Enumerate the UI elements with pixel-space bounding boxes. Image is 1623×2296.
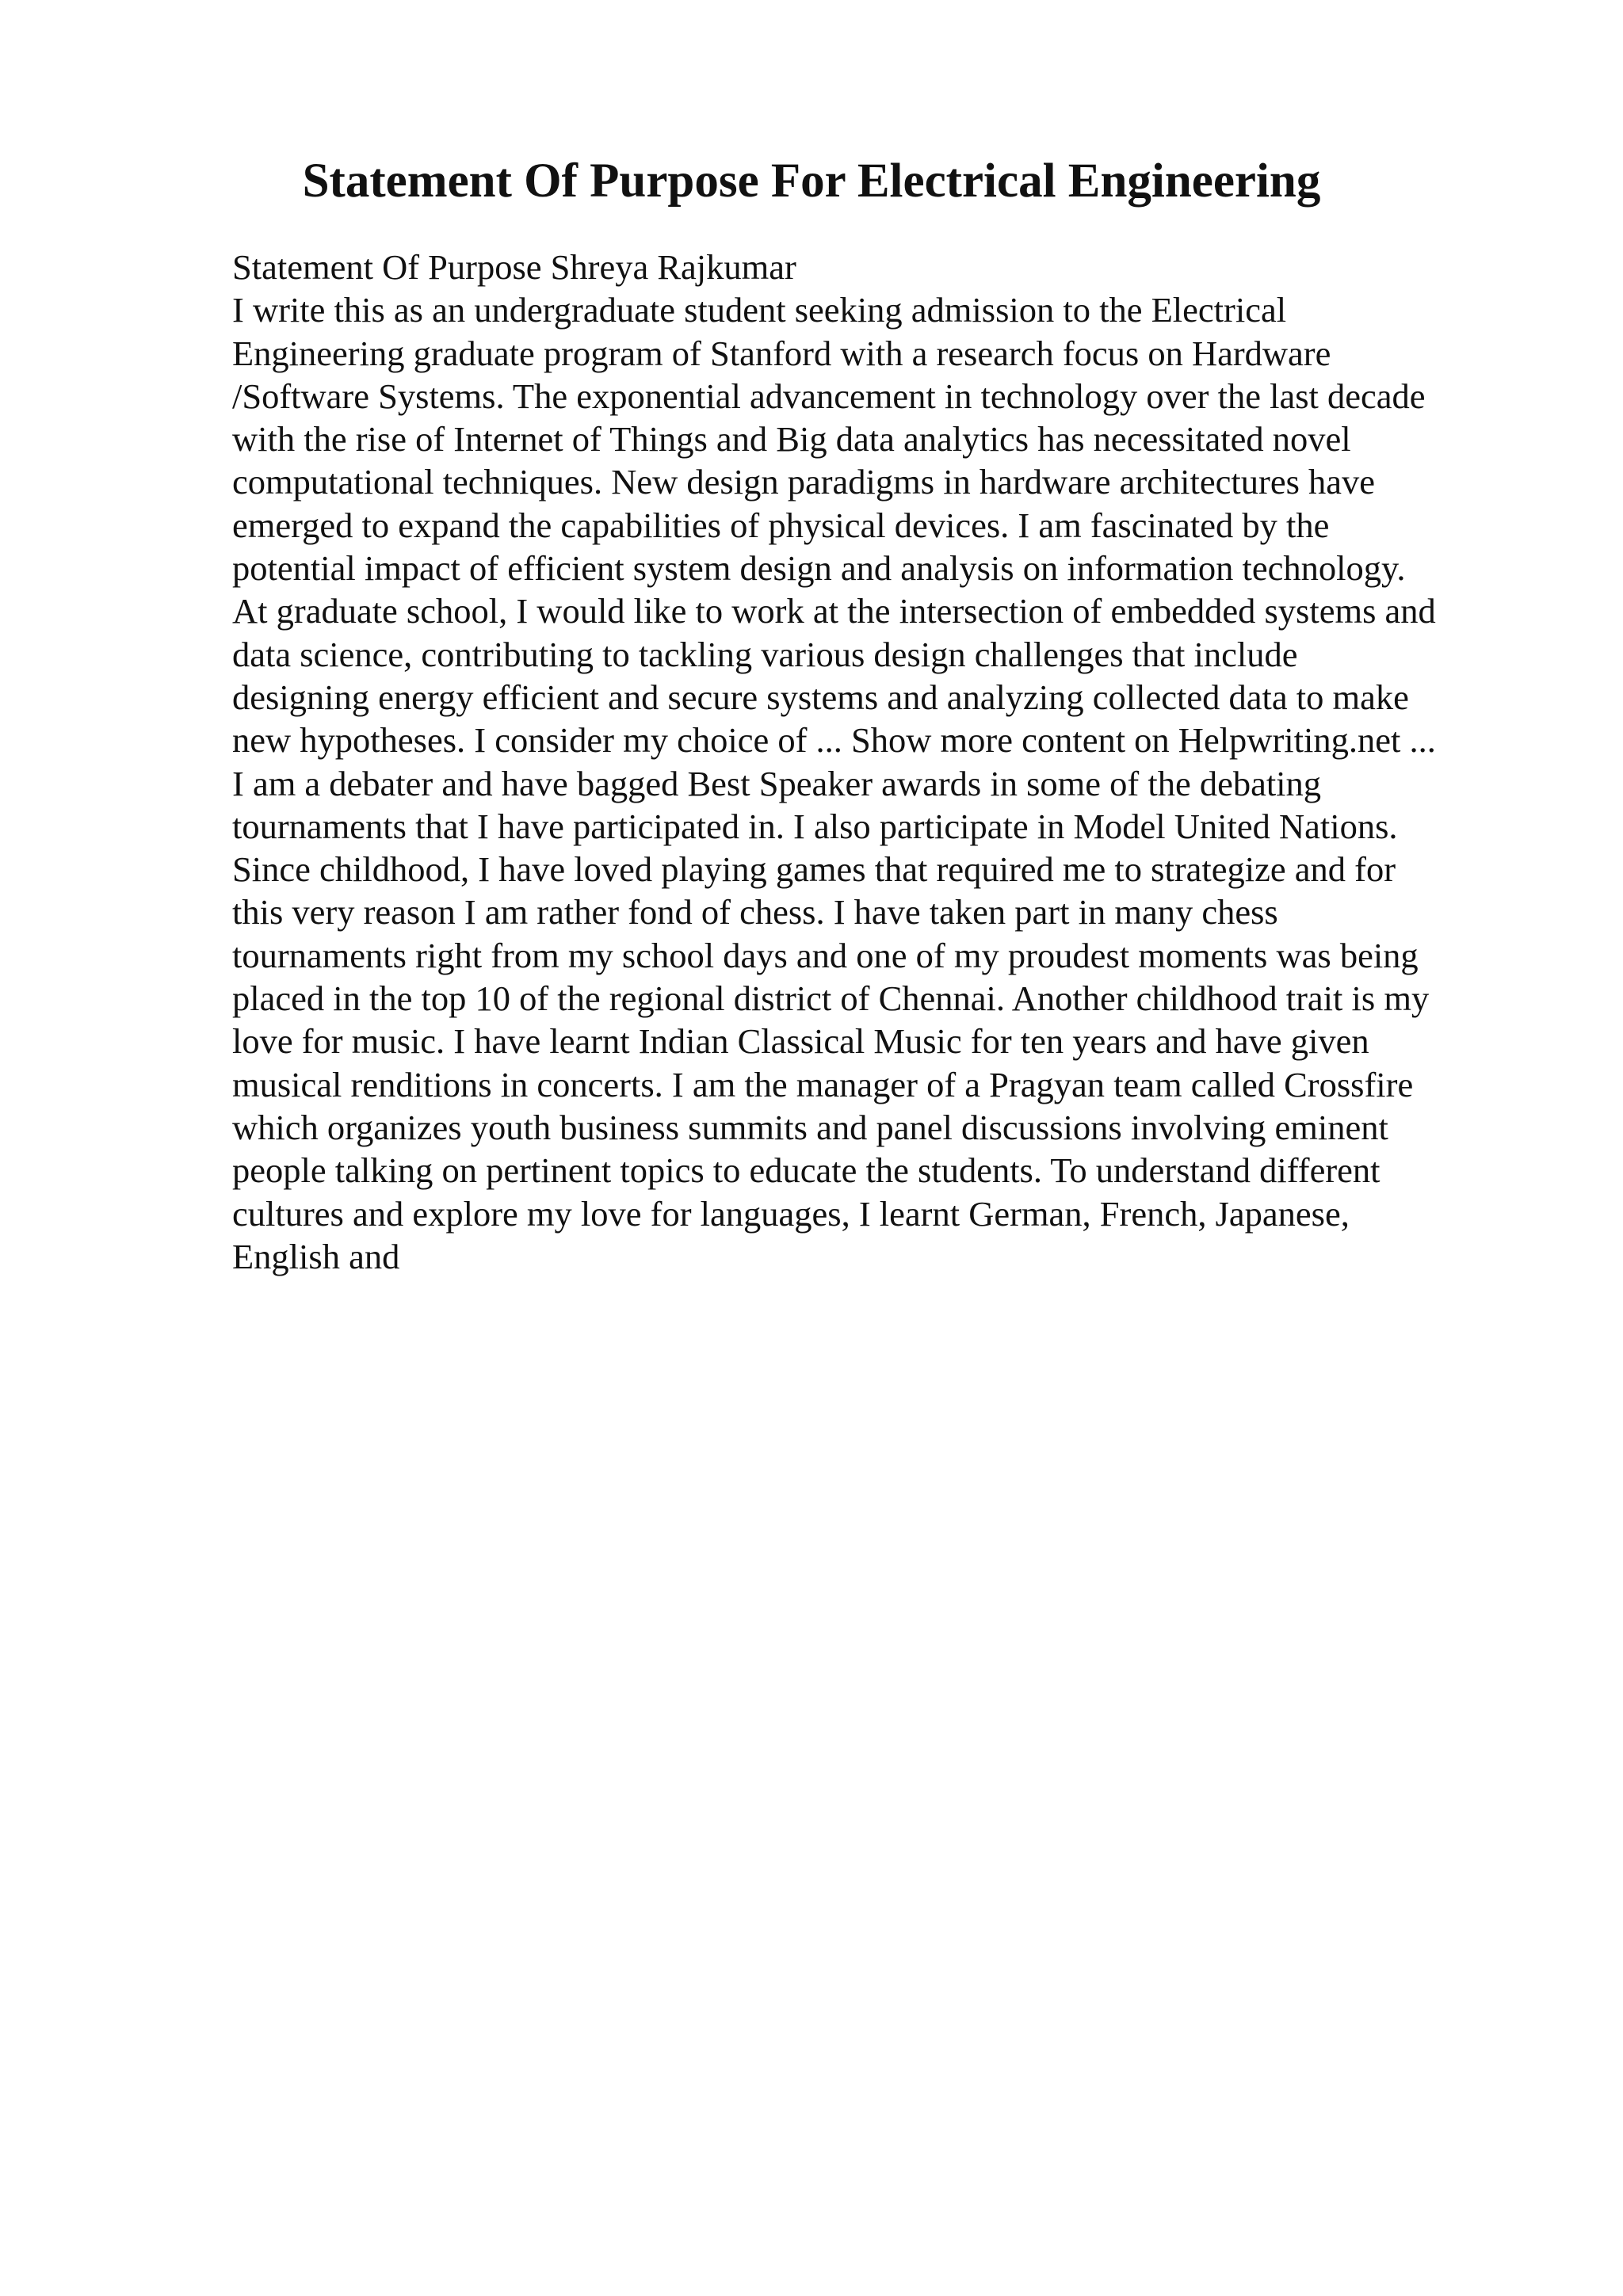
body-line: potential impact of efficient system design and analysis on information technology. bbox=[232, 548, 1406, 589]
body-line: love for music. I have learnt Indian Classical Music for ten years and have given bbox=[232, 1021, 1369, 1062]
body-line: emerged to expand the capabilities of physical devices. I am fascinated by the bbox=[232, 505, 1330, 545]
body-line: /Software Systems. The exponential advancement in technology over the last decade bbox=[232, 376, 1426, 416]
body-line: tournaments that I have participated in. I also participate in Model United Nations. bbox=[232, 806, 1398, 846]
body-line: I write this as an undergraduate student seeking admission to the Electrical bbox=[232, 290, 1287, 330]
body-line: English and bbox=[232, 1236, 400, 1276]
body-line: with the rise of Internet of Things and Big data analytics has necessitated novel bbox=[232, 419, 1351, 460]
body-line: cultures and explore my love for languages, I learnt German, French, Japanese, bbox=[232, 1193, 1350, 1234]
document-title: Statement Of Purpose For Electrical Engineering bbox=[302, 154, 1321, 208]
body-line: data science, contributing to tackling various design challenges that include bbox=[232, 634, 1298, 674]
body-line: I am a debater and have bagged Best Speaker awards in some of the debating bbox=[232, 763, 1322, 803]
body-line: new hypotheses. I consider my choice of ... Show more content on Helpwriting.net ... bbox=[232, 720, 1436, 761]
body-line: placed in the top 10 of the regional district of Chennai. Another childhood trait is my bbox=[232, 978, 1430, 1019]
body-line: Engineering graduate program of Stanford with a research focus on Hardware bbox=[232, 333, 1331, 373]
body-line: tournaments right from my school days and one of my proudest moments was being bbox=[232, 935, 1419, 975]
body-line: which organizes youth business summits and panel discussions involving eminent bbox=[232, 1107, 1388, 1147]
body-line: people talking on pertinent topics to educate the students. To understand different bbox=[232, 1150, 1381, 1191]
body-line: this very reason I am rather fond of chess. I have taken part in many chess bbox=[232, 892, 1278, 933]
body-line: At graduate school, I would like to work at the intersection of embedded systems and bbox=[232, 591, 1436, 631]
body-line: Since childhood, I have loved playing games that required me to strategize and for bbox=[232, 849, 1396, 890]
body-line: Statement Of Purpose Shreya Rajkumar bbox=[232, 247, 796, 287]
body-line: computational techniques. New design paradigms in hardware architectures have bbox=[232, 462, 1376, 502]
body-line: musical renditions in concerts. I am the manager of a Pragyan team called Crossfire bbox=[232, 1064, 1414, 1104]
body-line: designing energy efficient and secure systems and analyzing collected data to make bbox=[232, 677, 1409, 717]
document-body bbox=[232, 246, 1516, 1278]
